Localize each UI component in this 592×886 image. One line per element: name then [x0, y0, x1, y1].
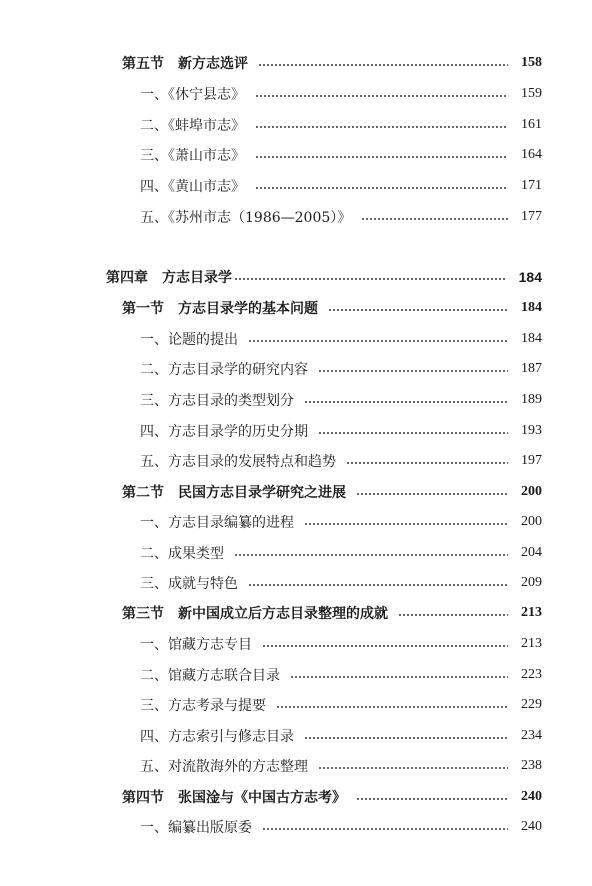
toc-item-row[interactable]	[140, 388, 542, 412]
toc-item-row[interactable]	[140, 663, 542, 687]
dot-leader	[262, 828, 508, 830]
toc-page-number: 229	[521, 697, 542, 712]
toc-entry-title: 第五节 新方志选评	[122, 56, 248, 72]
toc-item-row[interactable]	[140, 693, 542, 717]
toc-entry-title: 二、成果类型	[140, 546, 224, 562]
toc-entry-title: 五、方志目录的发展特点和趋势	[140, 454, 336, 470]
toc-page-number: 159	[521, 86, 542, 101]
toc-page-number: 200	[521, 514, 542, 529]
toc-item-row[interactable]	[140, 113, 542, 137]
toc-item-row[interactable]	[140, 754, 542, 778]
dot-leader	[398, 614, 508, 616]
toc-entry-title: 四、方志索引与修志目录	[140, 729, 294, 745]
toc-entry-title: 四、《黄山市志》	[140, 179, 245, 195]
dot-leader	[304, 523, 508, 525]
toc-item-row[interactable]	[140, 449, 542, 473]
dot-leader	[356, 798, 508, 800]
toc-page-number: 164	[521, 147, 542, 162]
toc-item-row[interactable]	[140, 205, 542, 229]
toc-page-number: 238	[521, 758, 542, 773]
toc-page-number: 234	[521, 728, 542, 743]
dot-leader	[290, 676, 508, 678]
dot-leader	[361, 218, 508, 220]
dot-leader	[248, 340, 508, 342]
toc-entry-title: 一、编纂出版原委	[140, 820, 252, 836]
toc-item-row[interactable]	[140, 724, 542, 748]
toc-page-number: 213	[521, 605, 542, 620]
toc-entry-title: 三、成就与特色	[140, 576, 238, 592]
toc-entry-title: 第四章 方志目录学	[106, 270, 232, 286]
toc-entry-title: 第四节 张国淦与《中国古方志考》	[122, 790, 346, 806]
toc-entry-title: 二、馆藏方志联合目录	[140, 668, 280, 684]
toc-page-number: 184	[518, 269, 542, 285]
toc-page-number: 240	[521, 789, 542, 804]
dot-leader	[262, 645, 508, 647]
dot-leader	[255, 126, 508, 128]
toc-item-row[interactable]	[140, 541, 542, 565]
toc-page-number: 197	[521, 453, 542, 468]
toc-item-row[interactable]	[140, 143, 542, 167]
toc-item-row[interactable]	[140, 174, 542, 198]
toc-page-number: 187	[521, 361, 542, 376]
toc-page-number: 223	[521, 667, 542, 682]
toc-item-row[interactable]	[140, 571, 542, 595]
toc-page-number: 209	[521, 575, 542, 590]
toc-item-row[interactable]	[140, 510, 542, 534]
toc-item-row[interactable]	[140, 357, 542, 381]
toc-page-number: 240	[521, 819, 542, 834]
toc-page-number: 184	[521, 300, 542, 315]
toc-item-row[interactable]	[140, 632, 542, 656]
toc-page-number: 189	[521, 392, 542, 407]
toc-page-number: 193	[521, 423, 542, 438]
toc-item-row[interactable]	[140, 419, 542, 443]
dot-leader	[258, 64, 508, 66]
toc-entry-title: 一、馆藏方志专目	[140, 637, 252, 653]
dot-leader	[304, 737, 508, 739]
toc-entry-title: 二、方志目录学的研究内容	[140, 362, 308, 378]
toc-entry-title: 五、对流散海外的方志整理	[140, 759, 308, 775]
toc-page-number: 171	[521, 178, 542, 193]
toc-entry-title: 三、方志考录与提要	[140, 698, 266, 714]
toc-page-number: 177	[521, 209, 542, 224]
toc-section-row[interactable]	[122, 480, 542, 504]
toc-entry-title: 一、论题的提出	[140, 332, 238, 348]
dot-leader	[255, 95, 508, 97]
dot-leader	[304, 401, 508, 403]
toc-entry-title: 一、方志目录编纂的进程	[140, 515, 294, 531]
toc-item-row[interactable]	[140, 82, 542, 106]
dot-leader	[255, 156, 508, 158]
dot-leader	[328, 309, 508, 311]
dot-leader	[234, 554, 508, 556]
toc-page-number: 200	[521, 484, 542, 499]
toc-section-row[interactable]	[122, 601, 542, 625]
dot-leader	[318, 432, 508, 434]
toc-entry-title: 第二节 民国方志目录学研究之进展	[122, 485, 346, 501]
dot-leader	[248, 584, 508, 586]
toc-item-row[interactable]	[140, 815, 542, 839]
toc-section-row[interactable]	[122, 296, 542, 320]
toc-entry-title: 二、《蚌埠市志》	[140, 118, 245, 134]
toc-page-number: 204	[521, 545, 542, 560]
toc-section-row[interactable]	[122, 51, 542, 75]
toc-entry-title: 第三节 新中国成立后方志目录整理的成就	[122, 606, 388, 622]
toc-entry-title: 三、《萧山市志》	[140, 148, 245, 164]
toc-page-number: 161	[521, 117, 542, 132]
toc-section-row[interactable]	[122, 785, 542, 809]
toc-item-row[interactable]	[140, 327, 542, 351]
toc-page-number: 213	[521, 636, 542, 651]
toc-entry-title: 五、《苏州市志（1986—2005）》	[140, 210, 352, 226]
toc-entry-title: 四、方志目录学的历史分期	[140, 424, 308, 440]
dot-leader	[234, 278, 506, 280]
dot-leader	[318, 767, 508, 769]
dot-leader	[255, 187, 508, 189]
toc-entry-title: 一、《休宁县志》	[140, 87, 245, 103]
toc-chapter-row[interactable]	[106, 265, 542, 289]
dot-leader	[356, 493, 508, 495]
toc-page-number: 158	[521, 55, 542, 70]
dot-leader	[276, 706, 508, 708]
dot-leader	[318, 370, 508, 372]
toc-entry-title: 三、方志目录的类型划分	[140, 393, 294, 409]
toc-entry-title: 第一节 方志目录学的基本问题	[122, 301, 318, 317]
dot-leader	[346, 462, 508, 464]
toc-page-number: 184	[521, 331, 542, 346]
